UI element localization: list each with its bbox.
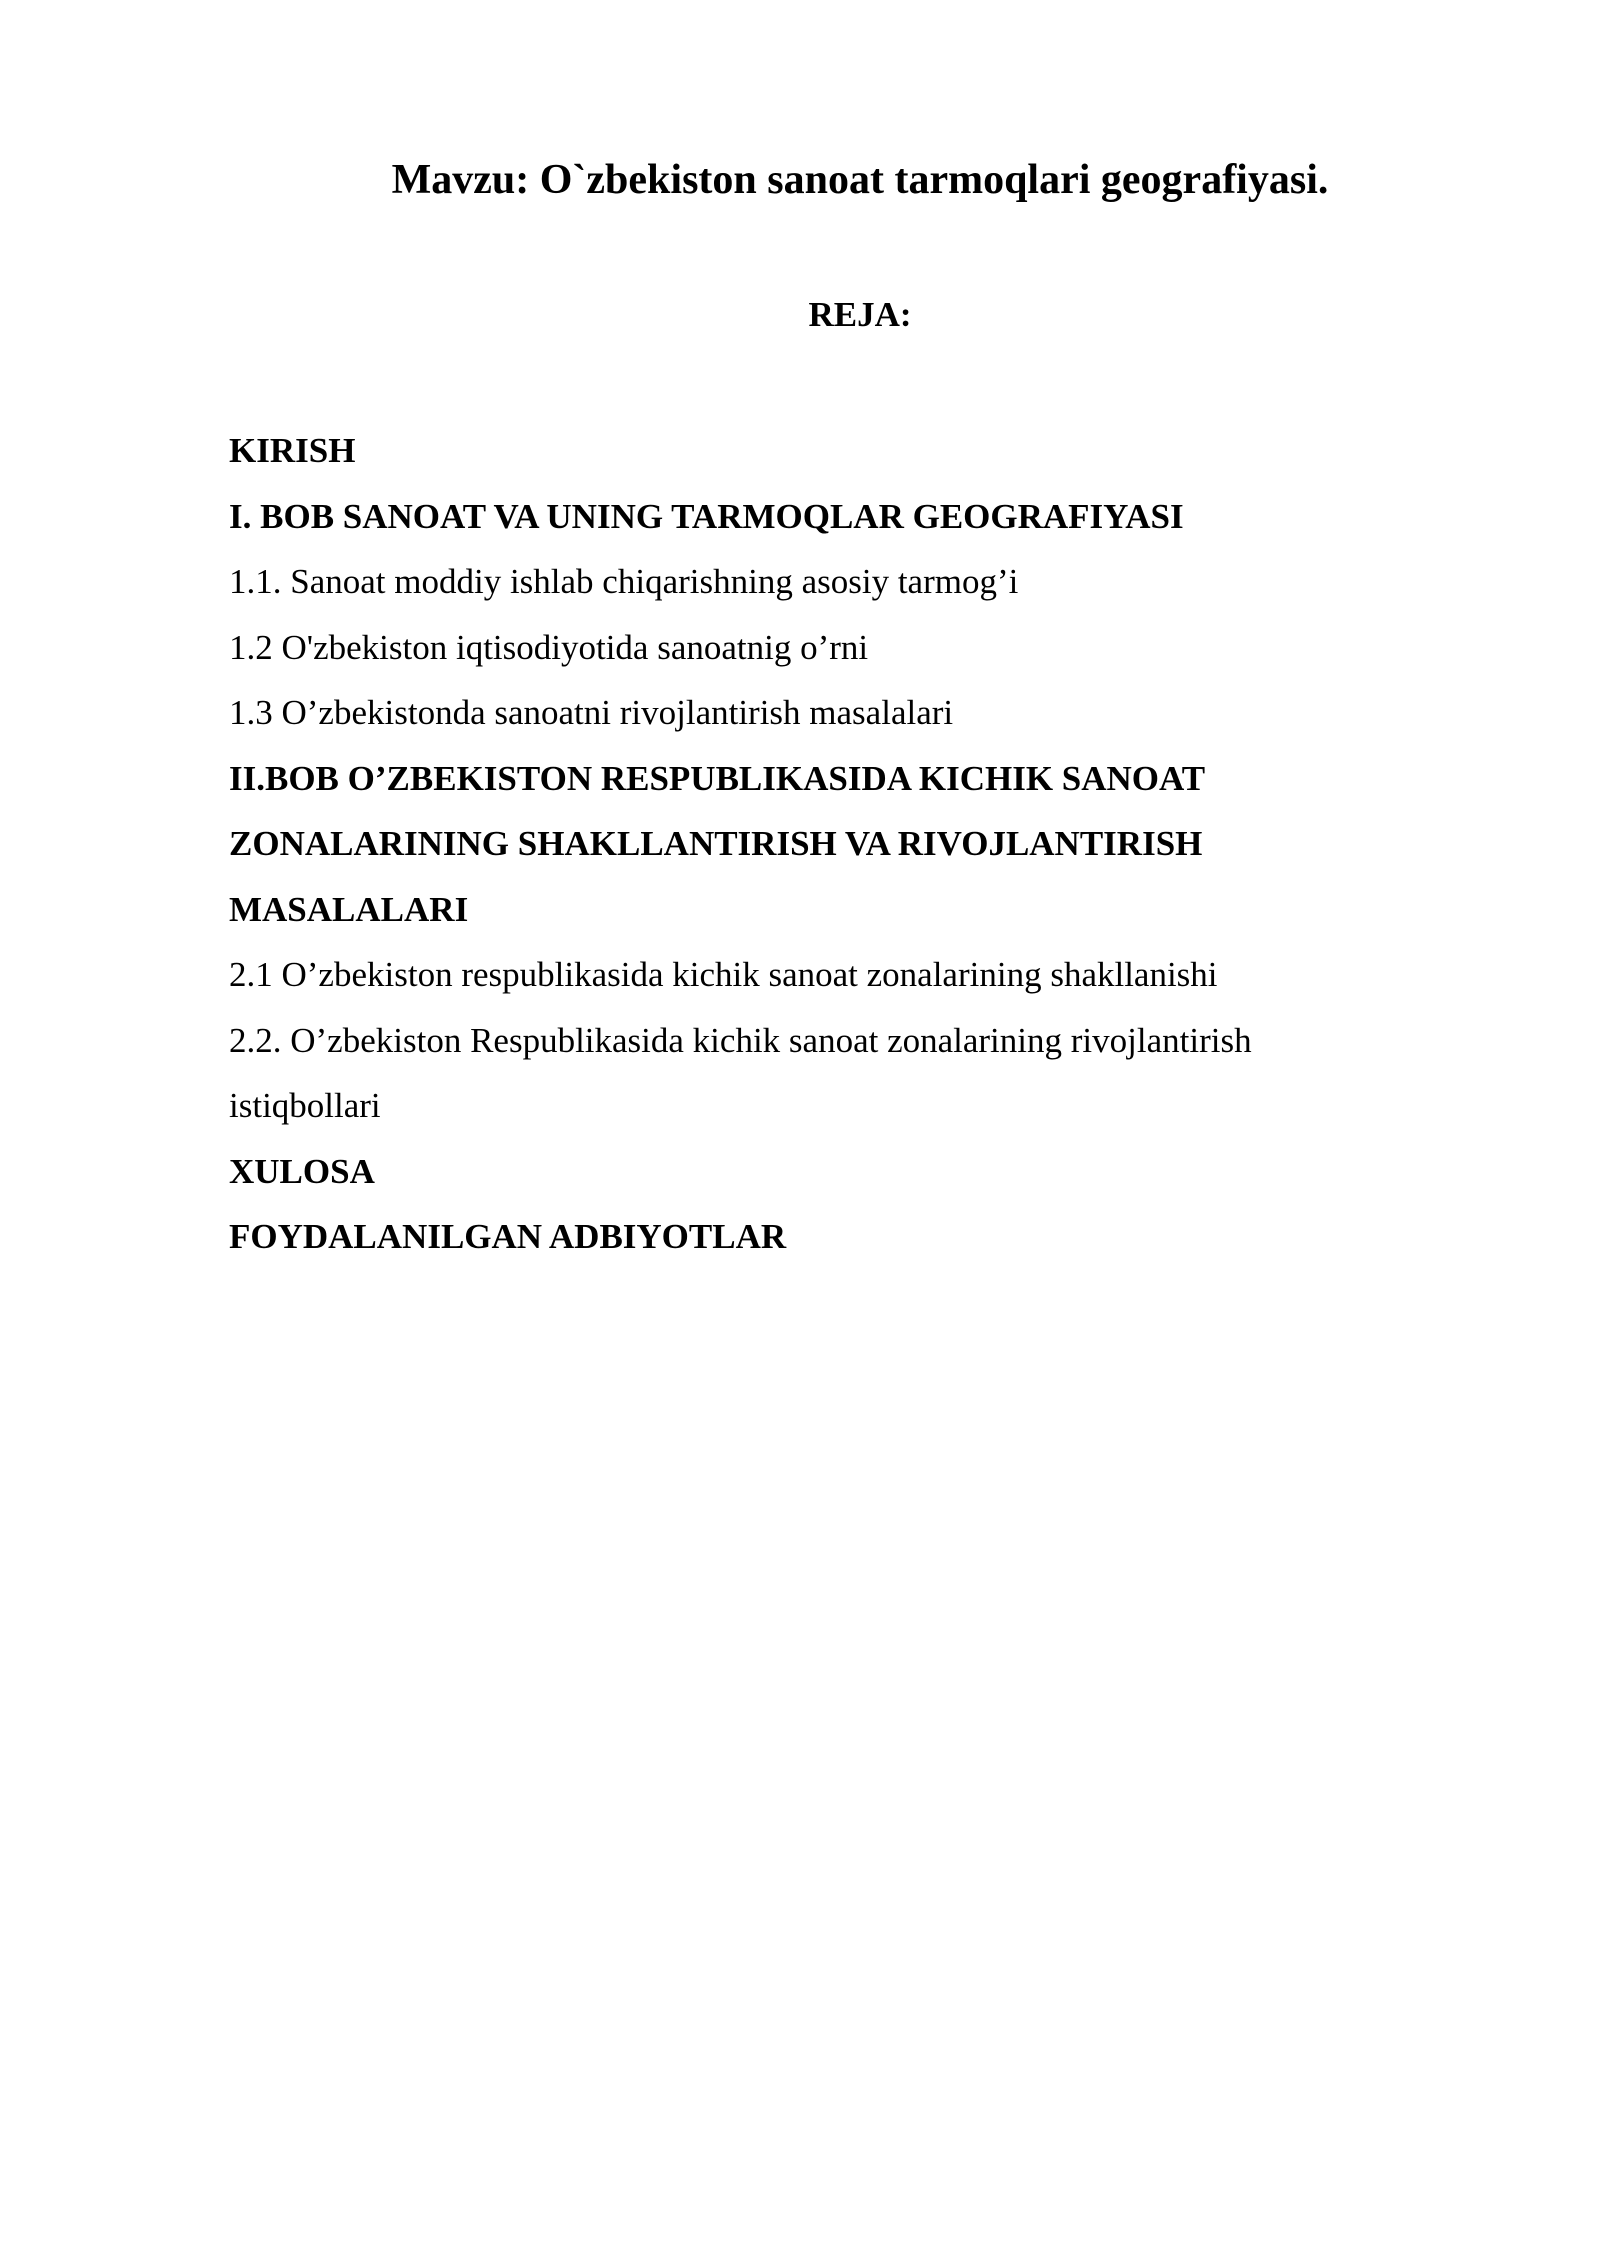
toc-line: 1.1. Sanoat moddiy ishlab chiqarishning asosiy tarmog’i bbox=[229, 562, 1019, 601]
toc-line: istiqbollari bbox=[229, 1086, 381, 1125]
toc-line: KIRISH bbox=[229, 431, 356, 470]
table-of-contents bbox=[229, 418, 1369, 1270]
toc-line: 1.3 O’zbekistonda sanoatni rivojlantirish masalalari bbox=[229, 693, 954, 732]
toc-line: II.BOB O’ZBEKISTON RESPUBLIKASIDA KICHIK SANOAT bbox=[229, 758, 1206, 798]
plan-heading: REJA: bbox=[808, 295, 912, 334]
document-title: Mavzu: O`zbekiston sanoat tarmoqlari geografiyasi. bbox=[391, 157, 1329, 203]
toc-line: FOYDALANILGAN ADBIYOTLAR bbox=[229, 1217, 787, 1256]
toc-line: MASALALARI bbox=[229, 889, 469, 929]
toc-line: ZONALARINING SHAKLLANTIRISH VA RIVOJLANTIRISH bbox=[229, 824, 1203, 863]
toc-line: I. BOB SANOAT VA UNING TARMOQLAR GEOGRAFIYASI bbox=[229, 496, 1184, 536]
toc-line: XULOSA bbox=[229, 1151, 375, 1191]
toc-line: 2.2. O’zbekiston Respublikasida kichik sanoat zonalarining rivojlantirish bbox=[229, 1020, 1252, 1060]
toc-line: 2.1 O’zbekiston respublikasida kichik sanoat zonalarining shakllanishi bbox=[229, 955, 1218, 994]
toc-line: 1.2 O'zbekiston iqtisodiyotida sanoatnig o’rni bbox=[229, 627, 869, 667]
